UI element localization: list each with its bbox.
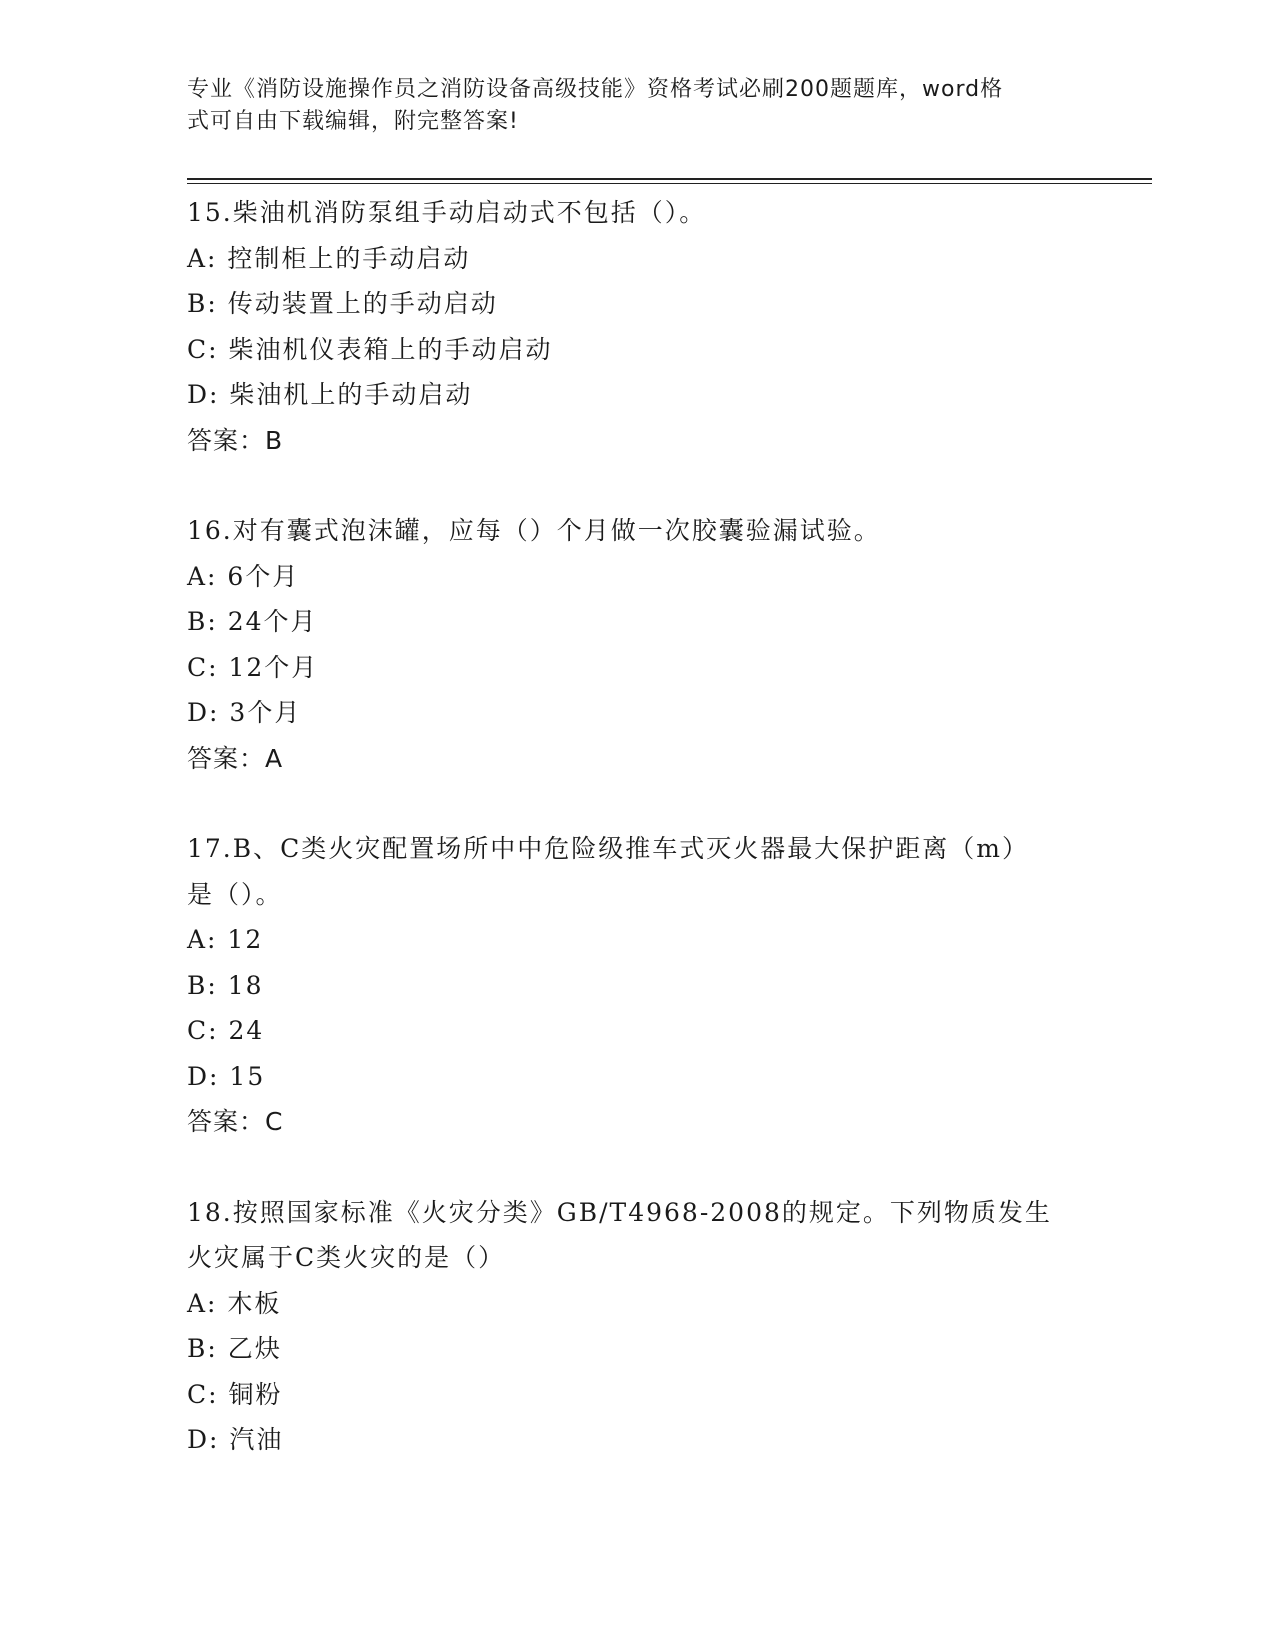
- option-c: C: 柴油机仪表箱上的手动启动: [187, 334, 553, 364]
- option-a: A: 6个月: [187, 561, 300, 591]
- question-stem-line: 是（）。: [187, 879, 283, 909]
- option-c: C: 12个月: [187, 652, 319, 682]
- option-d: D: 15: [187, 1061, 266, 1091]
- header-divider-thin: [187, 183, 1152, 184]
- option-b: B: 18: [187, 970, 264, 1000]
- option-a: A: 12: [187, 925, 264, 954]
- option-b: B: 传动装置上的手动启动: [187, 289, 498, 318]
- option-d: D: 柴油机上的手动启动: [187, 380, 473, 409]
- option-b: B: 24个月: [187, 607, 318, 636]
- header-divider-thick: [187, 178, 1152, 180]
- header-title-line-1: 专业《消防设施操作员之消防设备高级技能》资格考试必刷200题题库，word格: [187, 77, 1004, 102]
- header-title-line-2: 式可自由下载编辑，附完整答案!: [187, 109, 519, 134]
- question-16: [187, 508, 1077, 781]
- question-list: [187, 190, 1077, 1463]
- answer-line: 答案：B: [187, 425, 284, 455]
- question-stem: [187, 508, 1077, 554]
- question-stem-line: 15.柴油机消防泵组手动启动式不包括（）。: [187, 198, 707, 227]
- option-a: A: 木板: [187, 1288, 282, 1318]
- question-stem-line: 16.对有囊式泡沫罐，应每（）个月做一次胶囊验漏试验。: [187, 516, 881, 545]
- question-17: [187, 826, 1077, 1145]
- document-header: [187, 74, 1067, 138]
- answer-line: 答案：A: [187, 743, 284, 773]
- question-stem: [187, 1190, 1077, 1281]
- answer-line: 答案：C: [187, 1107, 284, 1136]
- question-stem: [187, 190, 1077, 236]
- option-b: B: 乙炔: [187, 1334, 282, 1363]
- question-15: [187, 190, 1077, 463]
- option-d: D: 3个月: [187, 698, 302, 727]
- option-d: D: 汽油: [187, 1425, 284, 1454]
- question-18: [187, 1190, 1077, 1463]
- option-c: C: 铜粉: [187, 1379, 283, 1409]
- question-stem-line: 17.B、C类火灾配置场所中中危险级推车式灭火器最大保护距离（m）: [187, 834, 1029, 863]
- question-stem-line: 18.按照国家标准《火灾分类》GB/T4968-2008的规定。下列物质发生: [187, 1197, 1052, 1227]
- question-stem: [187, 826, 1077, 917]
- question-stem-line: 火灾属于C类火灾的是（）: [187, 1243, 506, 1272]
- option-a: A: 控制柜上的手动启动: [187, 243, 471, 273]
- option-c: C: 24: [187, 1016, 265, 1045]
